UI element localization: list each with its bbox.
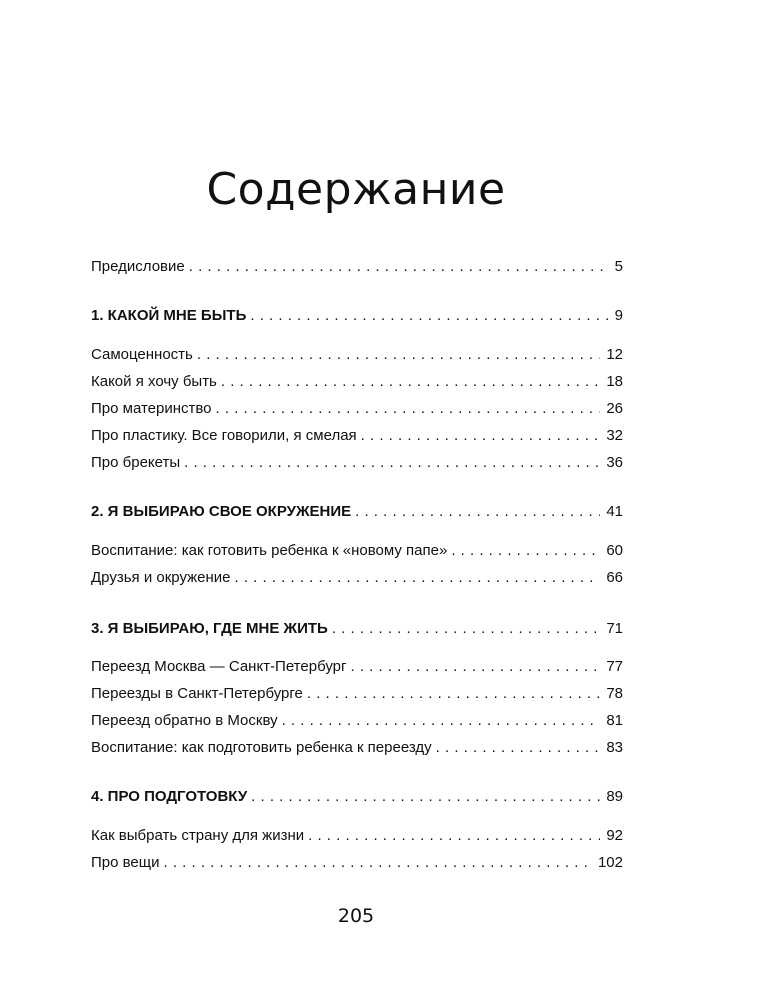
toc-entry-label: Про пластику. Все говорили, я смелая (91, 427, 357, 444)
toc-entry-page: 78 (606, 685, 623, 702)
toc-chapter-label: 1. КАКОЙ МНЕ БЫТЬ (91, 307, 247, 324)
toc-entry-label: Предисловие (91, 258, 185, 275)
dot-leader (164, 852, 592, 874)
toc-entry-page: 5 (614, 258, 623, 275)
toc-chapter-page: 89 (606, 788, 623, 805)
toc-entry (91, 344, 623, 366)
dot-leader (332, 618, 601, 640)
toc-entry (91, 540, 623, 562)
toc-entry-label: Как выбрать страну для жизни (91, 827, 305, 844)
dot-leader (308, 825, 600, 847)
toc-entry-page: 102 (597, 854, 623, 871)
dot-leader (350, 656, 600, 678)
dot-leader (282, 710, 601, 732)
toc-entry-label: Друзья и окружение (91, 569, 231, 586)
toc-entry-label: Про вещи (91, 854, 160, 871)
dot-leader (250, 305, 608, 327)
toc-entry-label: Переезд Москва — Санкт-Петербург (91, 658, 347, 675)
toc-entry-label: Про материнство (91, 400, 212, 417)
toc-entry-label: Про брекеты (91, 454, 181, 471)
toc-entry-page: 36 (606, 454, 623, 471)
toc-entry (91, 683, 623, 705)
dot-leader (251, 786, 600, 808)
toc-chapter-label: 2. Я ВЫБИРАЮ СВОЕ ОКРУЖЕНИЕ (91, 503, 352, 520)
toc-entry-label: Какой я хочу быть (91, 373, 217, 390)
page-title: Содержание (206, 164, 506, 215)
toc-entry (91, 737, 623, 759)
toc-entry-page: 77 (606, 658, 623, 675)
dot-leader (184, 452, 600, 474)
dot-leader (355, 501, 600, 523)
toc-entry (91, 371, 623, 393)
toc-chapter-1 (91, 305, 623, 327)
toc-entry (91, 567, 623, 589)
toc-entry-label: Самоценность (91, 346, 193, 363)
toc-entry-label: Воспитание: как подготовить ребенка к переезду (91, 739, 432, 756)
dot-leader (436, 737, 601, 759)
toc-entry-page: 12 (606, 346, 623, 363)
toc-entry-preface (91, 256, 623, 278)
toc-entry-label: Переезд обратно в Москву (91, 712, 278, 729)
toc-entry (91, 398, 623, 420)
toc-chapter-label: 4. ПРО ПОДГОТОВКУ (91, 788, 248, 805)
dot-leader (197, 344, 600, 366)
toc-chapter-2 (91, 501, 623, 523)
toc-chapter-page: 9 (614, 307, 623, 324)
toc-chapter-3 (91, 618, 623, 640)
dot-leader (221, 371, 600, 393)
toc-entry (91, 825, 623, 847)
toc-entry (91, 425, 623, 447)
toc-chapter-page: 71 (606, 620, 623, 637)
toc-chapter-4 (91, 786, 623, 808)
dot-leader (361, 425, 601, 447)
toc-entry-page: 92 (606, 827, 623, 844)
dot-leader (235, 567, 601, 589)
toc-entry (91, 710, 623, 732)
toc-entry-page: 26 (606, 400, 623, 417)
toc-chapter-page: 41 (606, 503, 623, 520)
toc-entry-page: 32 (606, 427, 623, 444)
toc-entry-label: Воспитание: как готовить ребенка к «новому папе» (91, 542, 448, 559)
toc-entry-page: 81 (606, 712, 623, 729)
toc-entry (91, 452, 623, 474)
toc-entry-page: 60 (606, 542, 623, 559)
dot-leader (189, 256, 609, 278)
toc-entry-page: 83 (606, 739, 623, 756)
dot-leader (216, 398, 601, 420)
toc-entry (91, 656, 623, 678)
page-number: 205 (337, 905, 375, 927)
toc-entry (91, 852, 623, 874)
toc-entry-page: 18 (606, 373, 623, 390)
toc-entry-page: 66 (606, 569, 623, 586)
toc-entry-label: Переезды в Санкт-Петербурге (91, 685, 303, 702)
dot-leader (307, 683, 600, 705)
dot-leader (451, 540, 600, 562)
toc-chapter-label: 3. Я ВЫБИРАЮ, ГДЕ МНЕ ЖИТЬ (91, 620, 328, 637)
